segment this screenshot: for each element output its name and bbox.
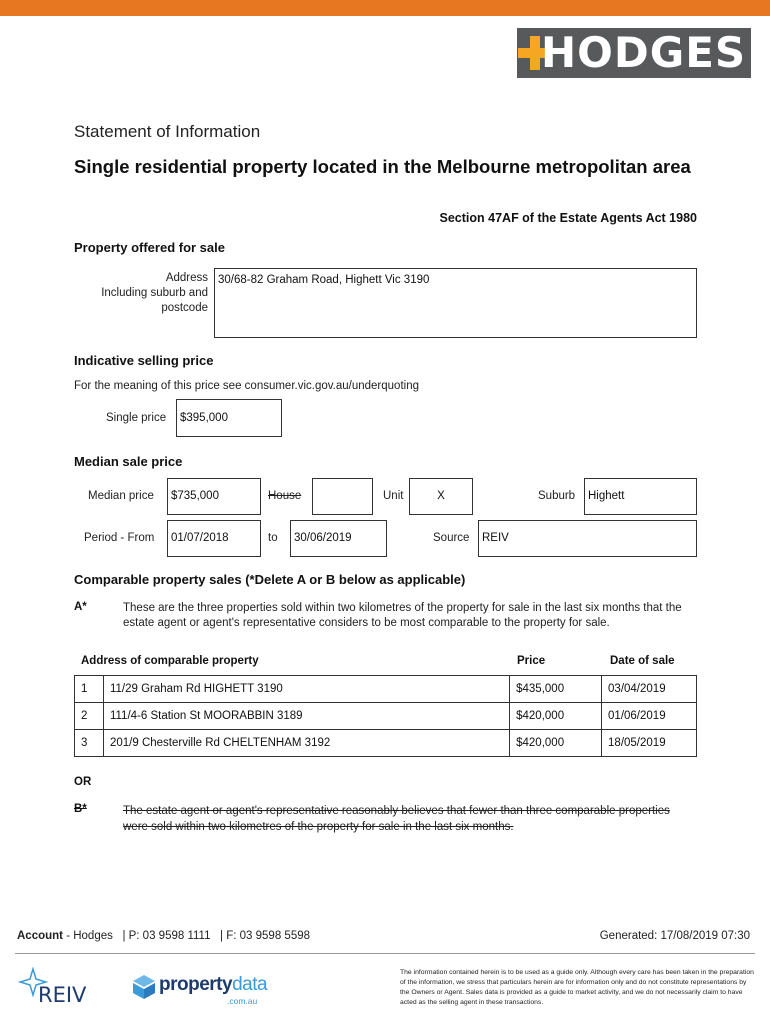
median-price-label: Median price (88, 490, 154, 502)
footer-divider (15, 953, 755, 954)
table-row (75, 703, 697, 730)
disclaimer-text: The information contained herein is to be used as a guide only. Although every care has been taken in the preparation of the information, we stress that particulars herein are for information only and do not constitute representations by the Owners or Agent. Sales data is provided as a guide to market activity, and we do not necessarily claim to have acted as the selling agent in these transactions. (400, 969, 754, 1006)
row-address: 111/4-6 Station St MOORABBIN 3189 (103, 703, 509, 730)
row-address: 201/9 Chesterville Rd CHELTENHAM 3192 (103, 730, 509, 757)
act-reference: Section 47AF of the Estate Agents Act 1980 (439, 211, 697, 225)
or-label: OR (74, 776, 92, 788)
single-price-label: Single price (106, 412, 167, 424)
propertydata-logo (132, 972, 272, 1012)
table-row (75, 730, 697, 757)
source-label: Source (433, 532, 470, 544)
single-price-field[interactable]: $395,000 (176, 399, 282, 437)
propertydata-cube-icon (132, 974, 156, 1000)
col-date-header: Date of sale (610, 655, 675, 667)
address-label-line: Address (165, 272, 208, 284)
comparable-heading: Comparable property sales (*Delete A or B below as applicable) (74, 572, 466, 587)
period-to-label: to (268, 532, 278, 544)
col-address-header: Address of comparable property (81, 655, 259, 667)
propertydata-logo-text (159, 974, 267, 996)
pd-accent: data (232, 974, 268, 995)
house-label: House (268, 490, 302, 502)
row-date: 03/04/2019 (602, 676, 697, 703)
option-a-text: These are the three properties sold within two kilometres of the property for sale in the last six months that the estate agent or agent's representative considers to be most comparable to the property for sale. (123, 602, 682, 629)
unit-label: Unit (383, 490, 404, 502)
house-field[interactable] (312, 478, 373, 515)
account-details: - Hodges | P: 03 9598 1111 | F: 03 9598 5598 (63, 930, 311, 942)
row-number: 3 (75, 730, 104, 757)
statement-heading: Statement of Information (74, 122, 261, 141)
row-address: 11/29 Graham Rd HIGHETT 3190 (103, 676, 509, 703)
header-accent-bar (0, 0, 770, 16)
row-number: 1 (75, 676, 104, 703)
unit-field[interactable]: X (409, 478, 473, 515)
row-price: $420,000 (510, 730, 602, 757)
reiv-logo (16, 965, 96, 1007)
account-info (17, 930, 310, 942)
pd-main: property (159, 974, 233, 995)
indicative-heading: Indicative selling price (74, 353, 214, 368)
period-from-label: Period - From (84, 532, 155, 544)
period-from-field[interactable]: 01/07/2018 (167, 520, 261, 557)
row-number: 2 (75, 703, 104, 730)
row-date: 18/05/2019 (602, 730, 697, 757)
address-label (101, 271, 208, 316)
indicative-note: For the meaning of this price see consumer.vic.gov.au/underquoting (74, 380, 419, 392)
row-price: $435,000 (510, 676, 602, 703)
median-price-field[interactable]: $735,000 (167, 478, 261, 515)
comparable-table (74, 675, 697, 757)
logo-text: HODGES (541, 28, 747, 77)
generated-timestamp: Generated: 17/08/2019 07:30 (599, 930, 750, 942)
option-b-text: The estate agent or agent's representative reasonably believes that fewer than three comparable properties were sold within two kilometres of the property for sale in the last six months. (123, 805, 670, 833)
reiv-logo-text: REIV (38, 983, 87, 1007)
property-heading: Property offered for sale (74, 240, 225, 255)
address-label-line: postcode (161, 302, 208, 314)
address-label-line: Including suburb and (101, 287, 208, 299)
source-field[interactable]: REIV (478, 520, 697, 557)
suburb-label: Suburb (538, 490, 576, 502)
document-title: Single residential property located in the Melbourne metropolitan area (74, 156, 691, 177)
period-to-field[interactable]: 30/06/2019 (290, 520, 387, 557)
option-a-label: A* (74, 601, 87, 613)
col-price-header: Price (517, 655, 546, 667)
suburb-field[interactable]: Highett (584, 478, 697, 515)
option-b-label: B* (74, 803, 87, 815)
row-price: $420,000 (510, 703, 602, 730)
row-date: 01/06/2019 (602, 703, 697, 730)
propertydata-logo-sub: .com.au (227, 996, 258, 1006)
table-row (75, 676, 697, 703)
median-heading: Median sale price (74, 454, 183, 469)
hodges-logo (517, 28, 751, 78)
account-label: Account (17, 930, 63, 942)
address-field[interactable]: 30/68-82 Graham Road, Highett Vic 3190 (214, 268, 697, 338)
